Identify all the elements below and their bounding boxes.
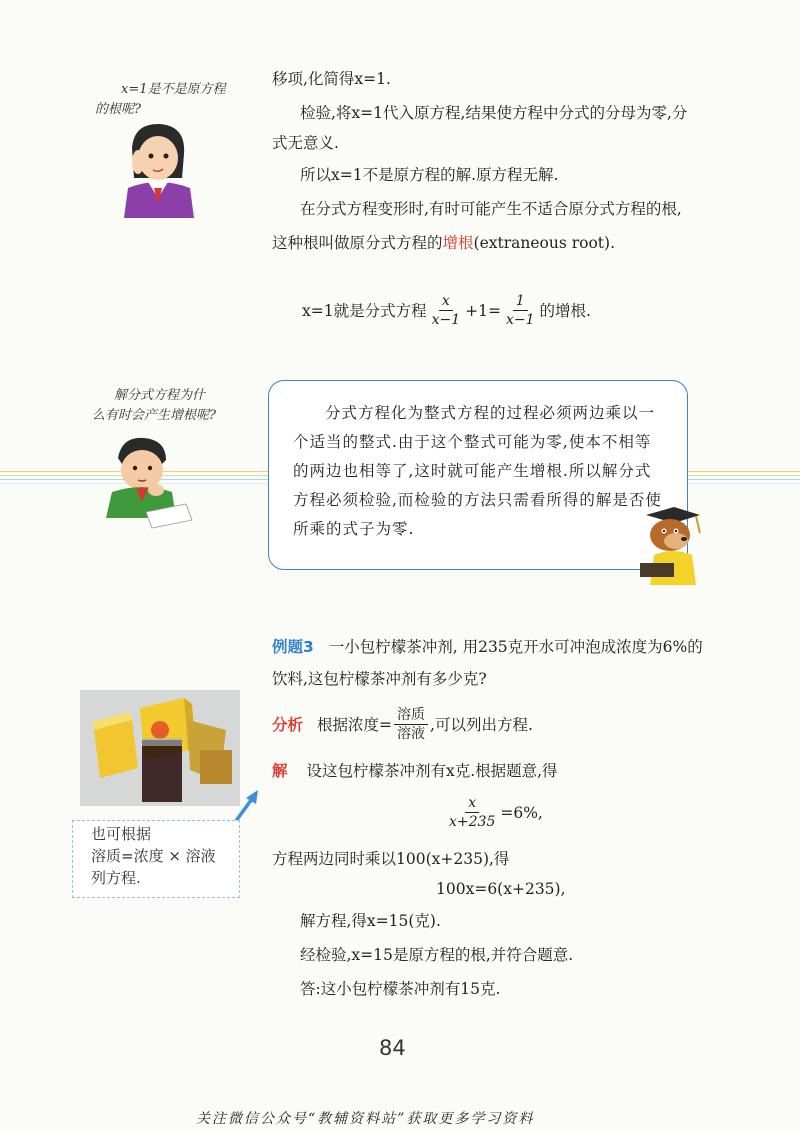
example-lhs-den: x−1	[431, 312, 461, 328]
analysis-pre: 根据浓度=	[317, 715, 393, 734]
solution-line4: 经检验,x=15是原方程的根,并符合题意.	[300, 946, 574, 964]
example-lhs-fraction	[429, 292, 464, 329]
analysis-post: ,可以列出方程.	[430, 715, 533, 734]
solution-eq-rhs: =6%,	[500, 803, 543, 822]
note-line3: 列方程.	[91, 869, 141, 887]
girl-thinking-illustration	[112, 118, 202, 218]
extraneous-root-example	[302, 292, 591, 329]
box-line: 方程必须检验,而检验的方法只需看所得的解是否使	[293, 491, 662, 509]
thought-bubble-girl	[95, 80, 226, 120]
solution-equation1	[444, 794, 543, 831]
conclusion-line: 所以x=1不是原方程的解.原方程无解.	[300, 166, 559, 184]
analysis-line	[272, 706, 533, 743]
definition-line2-post: (extraneous root).	[473, 234, 615, 252]
solution-eq-num: x	[465, 794, 479, 813]
step-simplify: 移项,化简得x=1.	[272, 70, 391, 88]
example-rhs-fraction	[503, 292, 538, 329]
example-lhs-num: x	[439, 292, 453, 311]
boy-thinking-illustration	[96, 430, 196, 530]
concentration-fraction	[394, 706, 428, 743]
concentration-num: 溶质	[394, 706, 428, 725]
solution-equation2: 100x=6(x+235),	[436, 880, 566, 898]
example3-line2: 饮料,这包柠檬茶冲剂有多少克?	[272, 670, 487, 688]
bubble-boy-line2: 么有时会产生增根呢?	[92, 408, 216, 423]
hint-note	[72, 820, 240, 898]
solution-line2: 方程两边同时乘以100(x+235),得	[272, 850, 510, 868]
example-post: 的增根.	[539, 301, 591, 320]
example-mid: +1=	[465, 301, 501, 320]
page-number: 84	[379, 1036, 406, 1060]
footer-watermark: 关注微信公众号“教辅资料站”获取更多学习资料	[196, 1111, 535, 1127]
solution-eq-den: x+235	[449, 814, 496, 830]
note-line1: 也可根据	[91, 825, 152, 843]
solution-text1: 设这包柠檬茶冲剂有x克.根据题意,得	[306, 762, 558, 780]
check-line1: 检验,将x=1代入原方程,结果使方程中分式的分母为零,分	[300, 104, 688, 122]
check-line2: 式无意义.	[272, 134, 339, 152]
definition-line2-pre: 这种根叫做原分式方程的	[272, 234, 443, 252]
box-line: 所乘的式子为零.	[293, 520, 415, 538]
explanation-box	[268, 380, 688, 570]
example-pre: x=1就是分式方程	[302, 301, 427, 320]
solution-label: 解	[272, 762, 288, 780]
solution-line3: 解方程,得x=15(克).	[300, 912, 441, 930]
note-line2: 溶质=浓度 × 溶液	[91, 847, 216, 865]
solution-answer: 答:这小包柠檬茶冲剂有15克.	[300, 980, 501, 998]
thought-bubble-boy	[92, 386, 216, 426]
bubble-girl-line2: 的根呢?	[95, 102, 141, 117]
example3-line1	[272, 636, 703, 658]
example-rhs-den: x−1	[505, 312, 535, 328]
lemon-tea-photo	[80, 690, 240, 806]
example3-label: 例题3	[272, 638, 314, 656]
example3-text1: 一小包柠檬茶冲剂, 用235克开水可冲泡成浓度为6%的	[328, 638, 703, 656]
definition-line2	[272, 232, 615, 254]
bubble-girl-line1: x=1是不是原方程	[121, 82, 226, 97]
term-extraneous-root: 增根	[442, 234, 474, 252]
example-rhs-num: 1	[513, 292, 528, 311]
solution-line1	[272, 760, 558, 782]
box-line: 的两边也相等了,这时就可能产生增根.所以解分式	[293, 462, 652, 480]
solution-eq-fraction	[446, 794, 498, 831]
professor-dog-illustration	[630, 505, 714, 585]
box-line: 分式方程化为整式方程的过程必须两边乘以一	[325, 404, 656, 422]
box-line: 个适当的整式.由于这个整式可能为零,使本不相等	[293, 433, 652, 451]
bubble-boy-line1: 解分式方程为什	[114, 388, 206, 403]
analysis-label: 分析	[272, 715, 304, 734]
definition-line1: 在分式方程变形时,有时可能产生不适合原分式方程的根,	[300, 200, 682, 218]
concentration-den: 溶液	[397, 726, 426, 742]
